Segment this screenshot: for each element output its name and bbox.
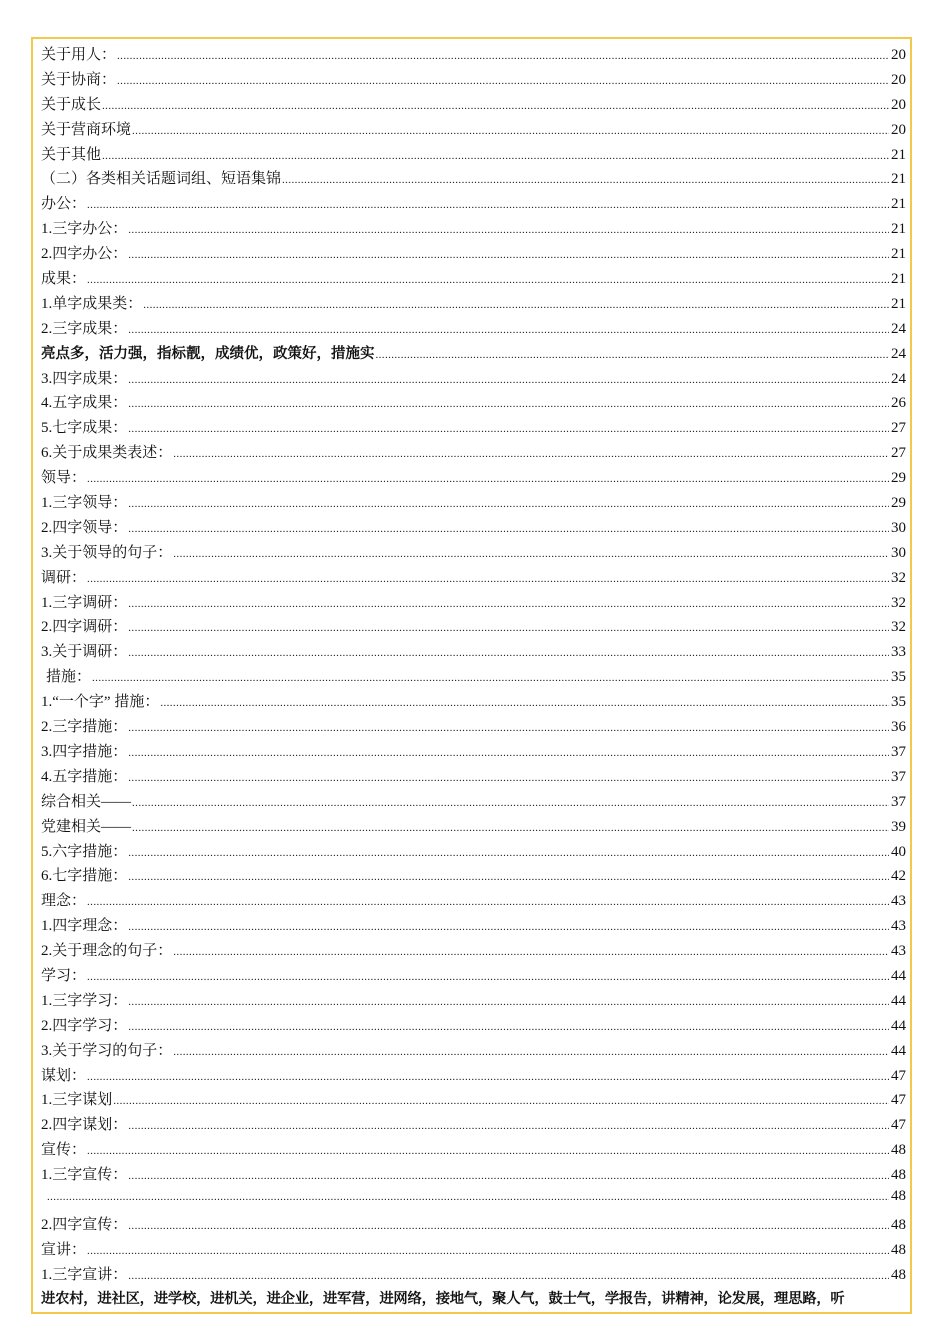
toc-dot-leader — [128, 423, 889, 435]
toc-entry-page-number: 29 — [891, 495, 906, 512]
toc-entry-page-number: 44 — [891, 1017, 906, 1034]
toc-entry-label: 4.五字措施： — [41, 768, 128, 785]
toc-entry-label: 2.四字宣传： — [41, 1216, 128, 1233]
toc-entry-label: 2.三字成果： — [41, 320, 128, 337]
toc-entry[interactable] — [41, 615, 906, 640]
toc-entry-page-number: 32 — [891, 619, 906, 636]
toc-entry-page-number: 21 — [891, 221, 906, 238]
toc-entry[interactable] — [41, 43, 906, 68]
toc-entry[interactable] — [41, 1213, 906, 1238]
toc-entry[interactable] — [41, 192, 906, 217]
toc-dot-leader — [128, 374, 889, 386]
toc-entry-page-number: 48 — [891, 1216, 906, 1233]
toc-entry-page-number: 47 — [891, 1092, 906, 1109]
toc-entry-label: 综合相关—— — [41, 793, 132, 810]
toc-entry[interactable] — [41, 790, 906, 815]
toc-dot-leader — [128, 224, 889, 236]
toc-dot-leader — [376, 349, 890, 361]
toc-entry-label: 1.单字成果类： — [41, 295, 143, 312]
toc-entry-page-number: 24 — [891, 320, 906, 337]
toc-entry[interactable] — [41, 1163, 906, 1188]
toc-entry[interactable] — [41, 566, 906, 591]
toc-entry-page-number: 20 — [891, 47, 906, 63]
toc-entry-list — [41, 43, 906, 1288]
toc-entry-page-number: 30 — [891, 519, 906, 536]
toc-entry-label: 2.四字办公： — [41, 246, 128, 263]
toc-entry-page-number: 47 — [891, 1117, 906, 1134]
toc-entry[interactable] — [41, 167, 906, 192]
toc-dot-leader — [173, 548, 889, 560]
toc-dot-leader — [128, 722, 889, 734]
toc-entry-page-number: 20 — [891, 121, 906, 138]
toc-entry-label: （二）各类相关话题词组、短语集锦 — [41, 171, 282, 188]
toc-entry-page-number: 48 — [891, 1266, 906, 1283]
toc-dot-leader — [128, 523, 889, 535]
toc-entry[interactable] — [41, 491, 906, 516]
toc-dot-leader — [128, 996, 889, 1008]
toc-entry[interactable] — [41, 1014, 906, 1039]
toc-entry-label: 关于用人： — [41, 47, 117, 63]
toc-entry[interactable] — [41, 1039, 906, 1064]
toc-entry-page-number: 40 — [891, 843, 906, 860]
toc-entry-page-number: 43 — [891, 893, 906, 910]
toc-dot-leader — [47, 1191, 889, 1203]
toc-entry[interactable] — [41, 1088, 906, 1113]
toc-entry-page-number: 21 — [891, 246, 906, 263]
toc-entry-label: 成果： — [41, 271, 87, 288]
toc-dot-leader — [128, 1120, 889, 1132]
toc-entry[interactable] — [41, 665, 906, 690]
toc-entry-label: 1.三字谋划 — [41, 1092, 113, 1109]
toc-dot-leader — [113, 1095, 889, 1107]
toc-entry-label: 4.五字成果： — [41, 395, 128, 412]
toc-entry[interactable] — [41, 441, 906, 466]
toc-entry-label: 3.关于调研： — [41, 644, 128, 661]
toc-dot-leader — [132, 797, 889, 809]
toc-entry-label: 3.四字措施： — [41, 743, 128, 760]
toc-dot-leader — [128, 1170, 889, 1182]
toc-dot-leader — [87, 199, 889, 211]
toc-entry-page-number: 21 — [891, 295, 906, 312]
toc-dot-leader — [128, 498, 889, 510]
toc-entry-label: 1.四字理念： — [41, 918, 128, 935]
toc-entry-label: 2.四字调研： — [41, 619, 128, 636]
toc-entry-label: 关于其他 — [41, 146, 102, 163]
toc-entry-label: 关于协商： — [41, 71, 117, 88]
toc-entry[interactable] — [41, 317, 906, 342]
toc-dot-leader — [173, 1046, 889, 1058]
toc-entry-page-number: 21 — [891, 271, 906, 288]
toc-entry-label: 3.关于领导的句子： — [41, 544, 173, 561]
toc-entry-page-number: 37 — [891, 768, 906, 785]
toc-entry[interactable] — [41, 815, 906, 840]
toc-dot-leader — [128, 324, 889, 336]
toc-entry-label: 关于营商环境 — [41, 121, 132, 138]
toc-dot-leader — [128, 921, 889, 933]
toc-entry-label: 亮点多，活力强，指标靓，成绩优，政策好，措施实 — [41, 345, 375, 362]
toc-dot-leader — [87, 971, 889, 983]
toc-entry[interactable] — [41, 914, 906, 939]
toc-entry[interactable] — [41, 690, 906, 715]
toc-entry[interactable] — [41, 93, 906, 118]
toc-entry-label: 调研： — [41, 569, 87, 586]
toc-entry[interactable] — [41, 1064, 906, 1089]
toc-entry-page-number: 21 — [891, 146, 906, 163]
toc-dot-leader — [87, 274, 889, 286]
toc-entry-page-number: 33 — [891, 644, 906, 661]
toc-entry[interactable] — [41, 640, 906, 665]
toc-dot-leader — [128, 747, 889, 759]
toc-entry-label: 关于成长 — [41, 96, 102, 113]
toc-dot-leader — [128, 398, 889, 410]
toc-entry[interactable] — [41, 964, 906, 989]
toc-dot-leader — [128, 871, 889, 883]
toc-entry-page-number: 24 — [891, 345, 906, 362]
toc-entry[interactable] — [41, 889, 906, 914]
toc-entry-page-number: 29 — [891, 470, 906, 487]
toc-dot-leader — [128, 622, 889, 634]
toc-dot-leader — [282, 174, 889, 186]
toc-entry[interactable] — [41, 292, 906, 317]
toc-entry[interactable] — [41, 989, 906, 1014]
toc-entry[interactable] — [41, 1263, 906, 1288]
table-of-contents — [41, 43, 906, 1314]
toc-entry-label: 理念： — [41, 893, 87, 910]
toc-entry-page-number: 21 — [891, 171, 906, 188]
toc-entry[interactable] — [41, 342, 906, 367]
toc-dot-leader — [160, 697, 889, 709]
toc-entry-label: 1.三字领导： — [41, 495, 128, 512]
toc-entry[interactable] — [41, 516, 906, 541]
toc-entry-page-number: 24 — [891, 370, 906, 387]
toc-entry-page-number: 39 — [891, 818, 906, 835]
toc-entry-label: 2.关于理念的句子： — [41, 943, 173, 960]
toc-entry-label: 1.三字宣传： — [41, 1167, 128, 1184]
toc-entry-label: 1.三字办公： — [41, 221, 128, 238]
toc-entry-page-number: 48 — [891, 1167, 906, 1184]
toc-entry-label: 谋划： — [41, 1067, 87, 1084]
toc-entry-label: 5.七字成果： — [41, 420, 128, 437]
toc-dot-leader — [132, 125, 889, 137]
toc-entry-page-number: 21 — [891, 196, 906, 213]
toc-entry[interactable] — [41, 367, 906, 392]
toc-dot-leader — [128, 249, 889, 261]
toc-entry[interactable] — [41, 267, 906, 292]
toc-dot-leader — [128, 647, 889, 659]
toc-entry[interactable] — [41, 118, 906, 143]
toc-entry[interactable] — [41, 1188, 906, 1213]
toc-entry-label: 办公： — [41, 196, 87, 213]
toc-dot-leader — [102, 150, 889, 162]
toc-entry[interactable] — [41, 217, 906, 242]
toc-entry-page-number: 30 — [891, 544, 906, 561]
toc-footer-text: 进农村，进社区，进学校，进机关，进企业，进军营，进网络，接地气，聚人气，鼓士气，学报告，讲精神，论发展，理思路，听 — [41, 1290, 845, 1307]
toc-entry-page-number: 37 — [891, 743, 906, 760]
toc-entry-page-number: 20 — [891, 96, 906, 113]
toc-entry[interactable] — [41, 68, 906, 93]
toc-entry-label: 1.三字宣讲： — [41, 1266, 128, 1283]
toc-dot-leader — [128, 1270, 889, 1282]
toc-dot-leader — [117, 50, 889, 62]
toc-entry-label: 1.“一个字” 措施： — [41, 694, 160, 711]
toc-entry-label: 3.关于学习的句子： — [41, 1042, 173, 1059]
toc-entry-page-number: 44 — [891, 992, 906, 1009]
toc-dot-leader — [128, 1220, 889, 1232]
toc-dot-leader — [128, 1021, 889, 1033]
toc-entry-label: 宣传： — [41, 1142, 87, 1159]
toc-entry-label: 学习： — [41, 967, 87, 984]
toc-entry[interactable] — [41, 740, 906, 765]
toc-entry-page-number: 43 — [891, 943, 906, 960]
toc-dot-leader — [132, 822, 889, 834]
toc-entry-page-number: 26 — [891, 395, 906, 412]
toc-entry-page-number: 48 — [891, 1187, 906, 1204]
toc-entry-page-number: 44 — [891, 967, 906, 984]
toc-dot-leader — [87, 573, 889, 585]
toc-entry-label: 6.关于成果类表述： — [41, 445, 173, 462]
toc-entry-label: 1.三字调研： — [41, 594, 128, 611]
toc-entry-page-number: 44 — [891, 1042, 906, 1059]
toc-entry-page-number: 47 — [891, 1067, 906, 1084]
toc-dot-leader — [102, 100, 889, 112]
toc-entry-label: 5.六字措施： — [41, 843, 128, 860]
toc-entry-page-number: 48 — [891, 1241, 906, 1258]
toc-entry[interactable] — [41, 765, 906, 790]
toc-entry-page-number: 48 — [891, 1142, 906, 1159]
toc-entry-label: 3.四字成果： — [41, 370, 128, 387]
toc-entry[interactable] — [41, 715, 906, 740]
toc-entry[interactable] — [41, 864, 906, 889]
toc-dot-leader — [173, 946, 889, 958]
toc-entry-page-number: 35 — [891, 669, 906, 686]
toc-dot-leader — [92, 672, 889, 684]
toc-entry[interactable] — [41, 143, 906, 168]
toc-entry-label: 1.三字学习： — [41, 992, 128, 1009]
toc-dot-leader — [128, 847, 889, 859]
toc-entry[interactable] — [41, 242, 906, 267]
toc-entry-page-number: 32 — [891, 569, 906, 586]
toc-entry-label: 2.四字学习： — [41, 1017, 128, 1034]
toc-entry-label: 宣讲： — [41, 1241, 87, 1258]
toc-entry-page-number: 20 — [891, 71, 906, 88]
toc-entry-page-number: 37 — [891, 793, 906, 810]
toc-entry-page-number: 27 — [891, 420, 906, 437]
toc-entry-page-number: 27 — [891, 445, 906, 462]
toc-dot-leader — [143, 299, 889, 311]
toc-entry-label: 2.四字谋划： — [41, 1117, 128, 1134]
toc-entry[interactable] — [41, 466, 906, 491]
toc-dot-leader — [117, 75, 889, 87]
toc-entry-page-number: 43 — [891, 918, 906, 935]
toc-entry-label: 措施： — [46, 669, 92, 686]
toc-dot-leader — [87, 1145, 889, 1157]
toc-dot-leader — [128, 772, 889, 784]
toc-dot-leader — [128, 598, 889, 610]
toc-entry[interactable] — [41, 591, 906, 616]
toc-entry-label: 6.七字措施： — [41, 868, 128, 885]
toc-entry-page-number: 36 — [891, 719, 906, 736]
toc-dot-leader — [87, 473, 889, 485]
toc-entry-label: 2.四字领导： — [41, 519, 128, 536]
toc-entry[interactable] — [41, 541, 906, 566]
toc-entry-page-number: 32 — [891, 594, 906, 611]
toc-entry-label: 党建相关—— — [41, 818, 132, 835]
toc-entry[interactable] — [41, 1238, 906, 1263]
toc-entry[interactable] — [41, 1113, 906, 1138]
toc-entry[interactable] — [41, 840, 906, 865]
toc-entry-page-number: 42 — [891, 868, 906, 885]
toc-entry[interactable] — [41, 1138, 906, 1163]
toc-entry[interactable] — [41, 939, 906, 964]
toc-dot-leader — [87, 896, 889, 908]
toc-entry-label: 领导： — [41, 470, 87, 487]
toc-dot-leader — [87, 1071, 889, 1083]
page-frame — [31, 37, 912, 1314]
toc-entry[interactable] — [41, 416, 906, 441]
toc-entry[interactable] — [41, 391, 906, 416]
toc-entry-page-number: 35 — [891, 694, 906, 711]
toc-entry-label: 2.三字措施： — [41, 719, 128, 736]
toc-dot-leader — [173, 448, 889, 460]
toc-dot-leader — [87, 1245, 889, 1257]
